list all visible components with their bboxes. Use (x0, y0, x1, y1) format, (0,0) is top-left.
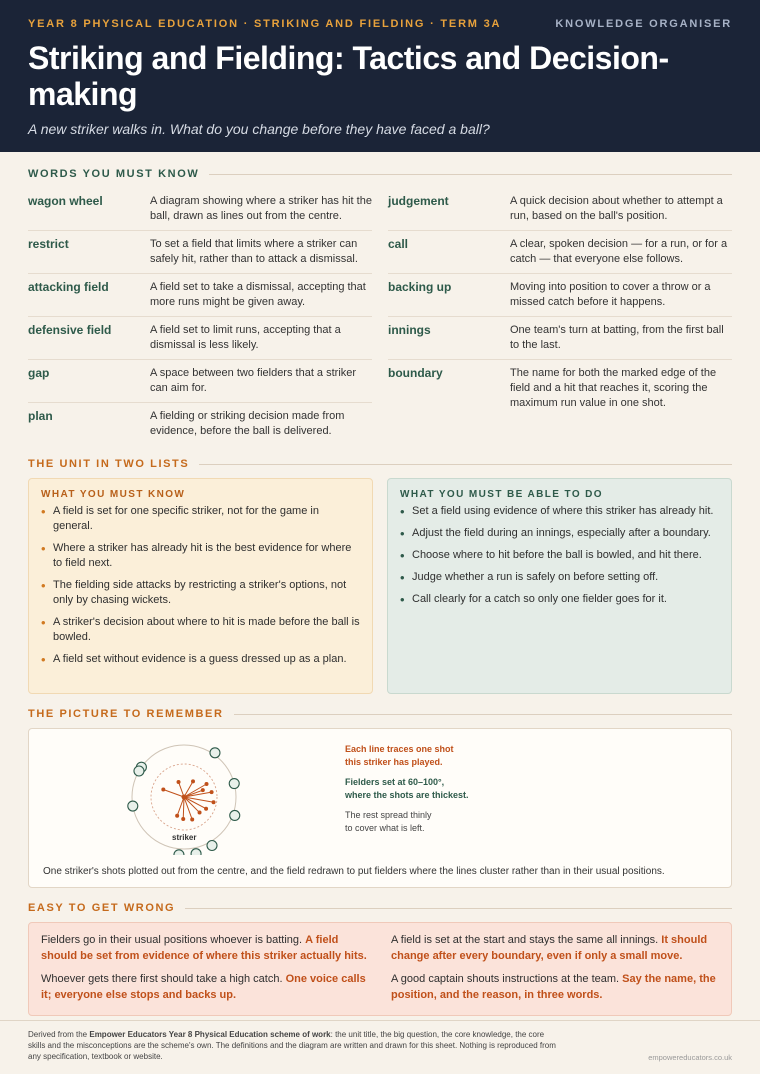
vocab-row (28, 274, 372, 317)
footer (0, 1020, 760, 1074)
wrong-box (28, 922, 732, 1016)
vocab-term: judgement (388, 194, 449, 208)
misconception-text: A field is set at the start and stays the same all innings. (391, 934, 659, 946)
wagon-wheel-diagram (119, 735, 249, 855)
do-list (400, 504, 719, 607)
vocab-definition: A fielding or striking decision made from evidence, before the ball is delivered. (150, 410, 345, 437)
know-item: • The fielding side attacks by restricting a striker's options, not only by chasing wickets. (41, 578, 360, 608)
vocab-definition: A field set to limit runs, accepting that a dismissal is less likely. (150, 324, 341, 351)
know-title: WHAT YOU MUST KNOW (41, 489, 186, 500)
note-shots-1: Each line traces one shot (345, 744, 454, 754)
shot-end-dot (212, 800, 216, 804)
note-shots-2: this striker has played. (345, 757, 443, 767)
shot-line (183, 797, 184, 819)
vocab-row (28, 317, 372, 360)
footer-text: Derived from the Empower Educators Year 8 Physical Education scheme of work: the unit title, the big question, the core knowledge, the core skills and the misconceptions are the scheme's own. The definitions and the diagram are written and drawn for this sheet. Nothing is reproduced from any specification, textbook or website. (28, 1030, 556, 1061)
fielder-marker (207, 840, 217, 850)
vocab-row (28, 231, 372, 274)
vocab-row (388, 188, 732, 231)
shot-end-dot (191, 779, 195, 783)
shot-end-dot (198, 811, 202, 815)
know-item: • A field set without evidence is a guess dressed up as a plan. (41, 652, 360, 667)
shot-end-dot (205, 782, 209, 786)
vocab-term: attacking field (28, 280, 109, 294)
unit-kicker: YEAR 8 PHYSICAL EDUCATION · STRIKING AND FIELDING · TERM 3A (28, 18, 502, 30)
picture-caption: One striker's shots plotted out from the centre, and the field redrawn to put fielders where the lines cluster rather than in their usual positions. (43, 866, 665, 877)
shot-end-dot (201, 788, 205, 792)
vocab-row (388, 231, 732, 274)
correction-text: Say the name, the position, and the reason, in three words. (391, 973, 716, 1001)
striker-dot (182, 795, 187, 800)
do-item: • Set a field using evidence of where this striker has already hit. (400, 504, 719, 519)
vocab-term: innings (388, 323, 431, 337)
know-item: • A field is set for one specific striker, not for the game in general. (41, 504, 360, 534)
vocab-row (28, 360, 372, 403)
vocab-definition: One team's turn at batting, from the first ball to the last. (510, 324, 724, 351)
wrong-column-left (41, 933, 369, 1011)
page-title: Striking and Fielding: Tactics and Decision-making (28, 40, 669, 112)
fielder-marker (128, 801, 138, 811)
vocab-column-left (28, 188, 372, 446)
vocab-term: wagon wheel (28, 194, 103, 208)
know-item: • A striker's decision about where to hit is made before the ball is bowled. (41, 615, 360, 645)
vocab-definition: A space between two fielders that a striker can aim for. (150, 367, 357, 394)
vocab-term: boundary (388, 366, 443, 380)
note-rest-1: The rest spread thinly (345, 810, 432, 820)
striker-label: striker (172, 833, 197, 842)
fielder-marker (229, 779, 239, 789)
header (0, 0, 760, 152)
vocab-definition: A field set to take a dismissal, accepting that more runs might be given away. (150, 281, 366, 308)
know-item: • Where a striker has already hit is the best evidence for where to field next. (41, 541, 360, 571)
vocab-column-right (388, 188, 732, 446)
picture-heading: THE PICTURE TO REMEMBER (28, 708, 732, 720)
vocab-definition: The name for both the marked edge of the field and a hit that reaches it, scoring the maximum run value in one shot. (510, 367, 717, 409)
do-item: • Choose where to hit before the ball is bowled, and hit there. (400, 548, 719, 563)
organiser-label: KNOWLEDGE ORGANISER (555, 18, 732, 30)
vocab-row (388, 360, 732, 417)
misconception-item (41, 972, 369, 1003)
vocab-definition: Moving into position to cover a throw or a missed catch before it happens. (510, 281, 711, 308)
vocab-definition: A clear, spoken decision — for a run, or for a catch — that everyone else follows. (510, 238, 728, 265)
vocab-term: defensive field (28, 323, 112, 337)
vocab-term: call (388, 237, 409, 251)
correction-text: It should change after every boundary, even if only a small move. (391, 934, 708, 962)
correction-text: A field should be set from evidence of where this striker actually hits. (41, 934, 367, 962)
fielder-marker (174, 850, 184, 855)
shot-end-dot (190, 818, 194, 822)
note-fielders-2: where the shots are thickest. (345, 790, 469, 800)
shot-end-dot (161, 787, 165, 791)
vocab-term: gap (28, 366, 50, 380)
note-rest-2: to cover what is left. (345, 823, 425, 833)
do-title: WHAT YOU MUST BE ABLE TO DO (400, 489, 603, 500)
do-item: • Judge whether a run is safely on before setting off. (400, 570, 719, 585)
do-item: • Call clearly for a catch so only one fielder goes for it. (400, 592, 719, 607)
misconception-item (391, 933, 719, 964)
misconception-text: Whoever gets there first should take a high catch. (41, 973, 283, 985)
fielder-marker (191, 849, 201, 855)
vocab-term: backing up (388, 280, 452, 294)
vocab-term: restrict (28, 237, 69, 251)
footer-url: empowereducators.co.uk (648, 1053, 732, 1062)
page-subtitle: A new striker walks in. What do you change before they have faced a ball? (28, 121, 490, 137)
misconception-item (41, 933, 369, 964)
fielder-marker (210, 748, 220, 758)
vocab-term: plan (28, 409, 53, 423)
vocab-row (28, 188, 372, 231)
footer-source: Empower Educators Year 8 Physical Education scheme of work (89, 1030, 331, 1039)
picture-panel (28, 728, 732, 888)
wrong-heading: EASY TO GET WRONG (28, 902, 732, 914)
fielder-marker (134, 766, 144, 776)
correction-text: One voice calls it; everyone else stops and backs up. (41, 973, 366, 1001)
vocab-row (388, 317, 732, 360)
vocab-definition: A diagram showing where a striker has hit the ball, drawn as lines out from the centre. (150, 195, 372, 222)
vocab-definition: To set a field that limits where a striker can safely hit, rather than to attack a dismissal. (150, 238, 358, 265)
know-box (28, 478, 373, 694)
shot-end-dot (181, 817, 185, 821)
shot-end-dot (177, 780, 181, 784)
vocab-grid (28, 188, 732, 446)
vocab-definition: A quick decision about whether to attempt a run, based on the ball's position. (510, 195, 723, 222)
misconception-item (391, 972, 719, 1003)
shot-end-dot (204, 807, 208, 811)
know-list (41, 504, 360, 667)
do-item: • Adjust the field during an innings, especially after a boundary. (400, 526, 719, 541)
vocab-heading: WORDS YOU MUST KNOW (28, 168, 732, 180)
misconception-text: Fielders go in their usual positions whoever is batting. (41, 934, 303, 946)
note-fielders-1: Fielders set at 60–100°, (345, 777, 445, 787)
do-box (387, 478, 732, 694)
shot-end-dot (175, 814, 179, 818)
fielder-marker (230, 810, 240, 820)
wrong-column-right (391, 933, 719, 1011)
lists-heading: THE UNIT IN TWO LISTS (28, 458, 732, 470)
shot-end-dot (210, 790, 214, 794)
misconception-text: A good captain shouts instructions at the team. (391, 973, 620, 985)
shot-line (163, 789, 184, 797)
vocab-row (388, 274, 732, 317)
vocab-row (28, 403, 372, 446)
